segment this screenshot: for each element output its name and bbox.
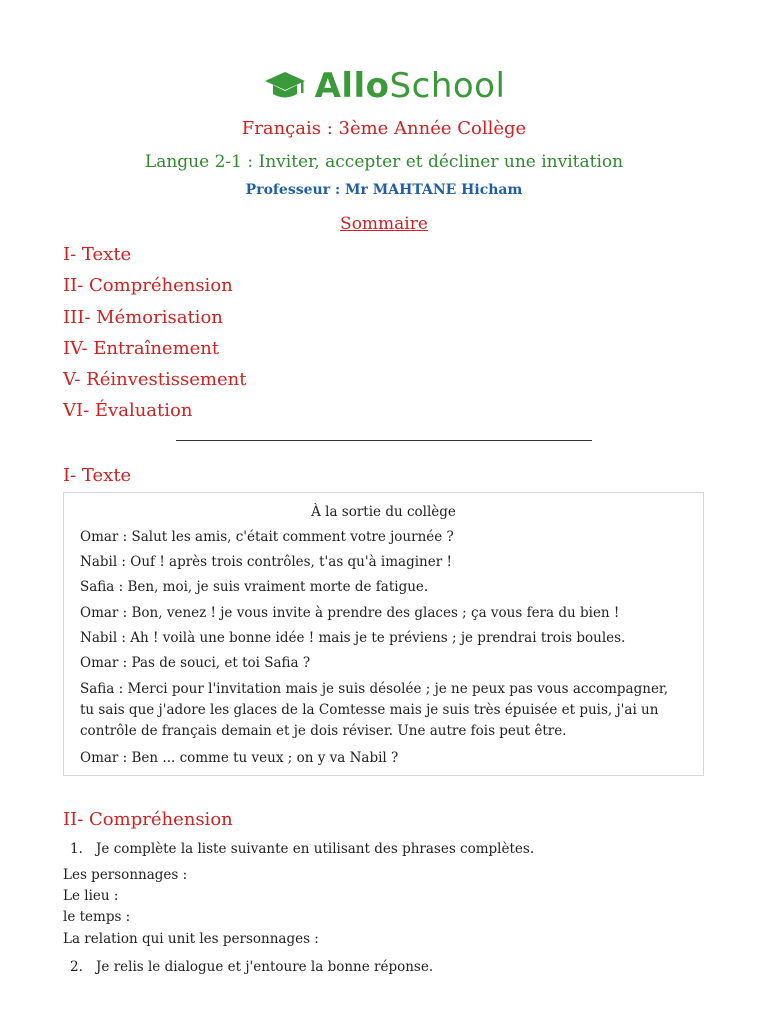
toc-item[interactable]: VI- Évaluation [63,400,193,422]
field-label: le temps : [63,909,131,925]
question-1 [70,841,534,857]
graduation-cap-icon [263,66,307,106]
dialogue-line: Nabil : Ah ! voilà une bonne idée ! mais je te préviens ; je prendrai trois boules. [80,630,626,646]
dialogue-line: Safia : Merci pour l'invitation mais je suis désolée ; je ne peux pas vous accompagner, tu sais que j'adore les glaces de la Comtesse mais je suis très épuisée et puis, j'ai un contrôle de français demain et je dois réviser. Une autre fois peut être. [80,681,669,739]
toc-item[interactable]: V- Réinvestissement [63,369,247,391]
dialogue-title: À la sortie du collège [311,504,456,520]
page-title: Français : 3ème Année Collège [241,118,527,139]
dialogue-line: Nabil : Ouf ! après trois contrôles, t'as qu'à imaginer ! [80,554,452,570]
question-text: Je relis le dialogue et j'entoure la bonne réponse. [96,959,434,975]
dialogue-line: Omar : Salut les amis, c'était comment votre journée ? [80,529,454,545]
question-2 [70,959,433,975]
dialogue-line: Omar : Pas de souci, et toi Safia ? [80,655,311,671]
section-heading-texte: I- Texte [63,465,132,486]
professor-line: Professeur : Mr MAHTANE Hicham [245,182,523,198]
field-label: Les personnages : [63,867,188,883]
lesson-subtitle: Langue 2-1 : Inviter, accepter et décliner une invitation [144,152,624,172]
question-number: 1. [70,841,83,857]
toc-item[interactable]: I- Texte [63,244,132,265]
toc-item[interactable]: II- Compréhension [63,275,233,297]
question-number: 2. [70,959,83,975]
sommaire-heading: Sommaire [340,214,428,234]
dialogue-box [63,492,704,776]
toc-item[interactable]: III- Mémorisation [63,306,223,328]
section-heading-comprehension: II- Compréhension [63,809,233,830]
field-label: La relation qui unit les personnages : [63,931,319,947]
toc-item[interactable]: IV- Entraînement [63,337,220,359]
dialogue-line: Omar : Ben ... comme tu veux ; on y va Nabil ? [80,750,399,766]
alloschool-logo [0,66,768,106]
table-of-contents [63,244,246,432]
logo-text: AlloSchool [314,66,506,106]
divider [176,440,592,441]
dialogue-line: Safia : Ben, moi, je suis vraiment morte de fatigue. [80,579,429,595]
dialogue-line: Omar : Bon, venez ! je vous invite à prendre des glaces ; ça vous fera du bien ! [80,605,620,621]
question-text: Je complète la liste suivante en utilisant des phrases complètes. [96,841,535,857]
field-label: Le lieu : [63,888,119,904]
